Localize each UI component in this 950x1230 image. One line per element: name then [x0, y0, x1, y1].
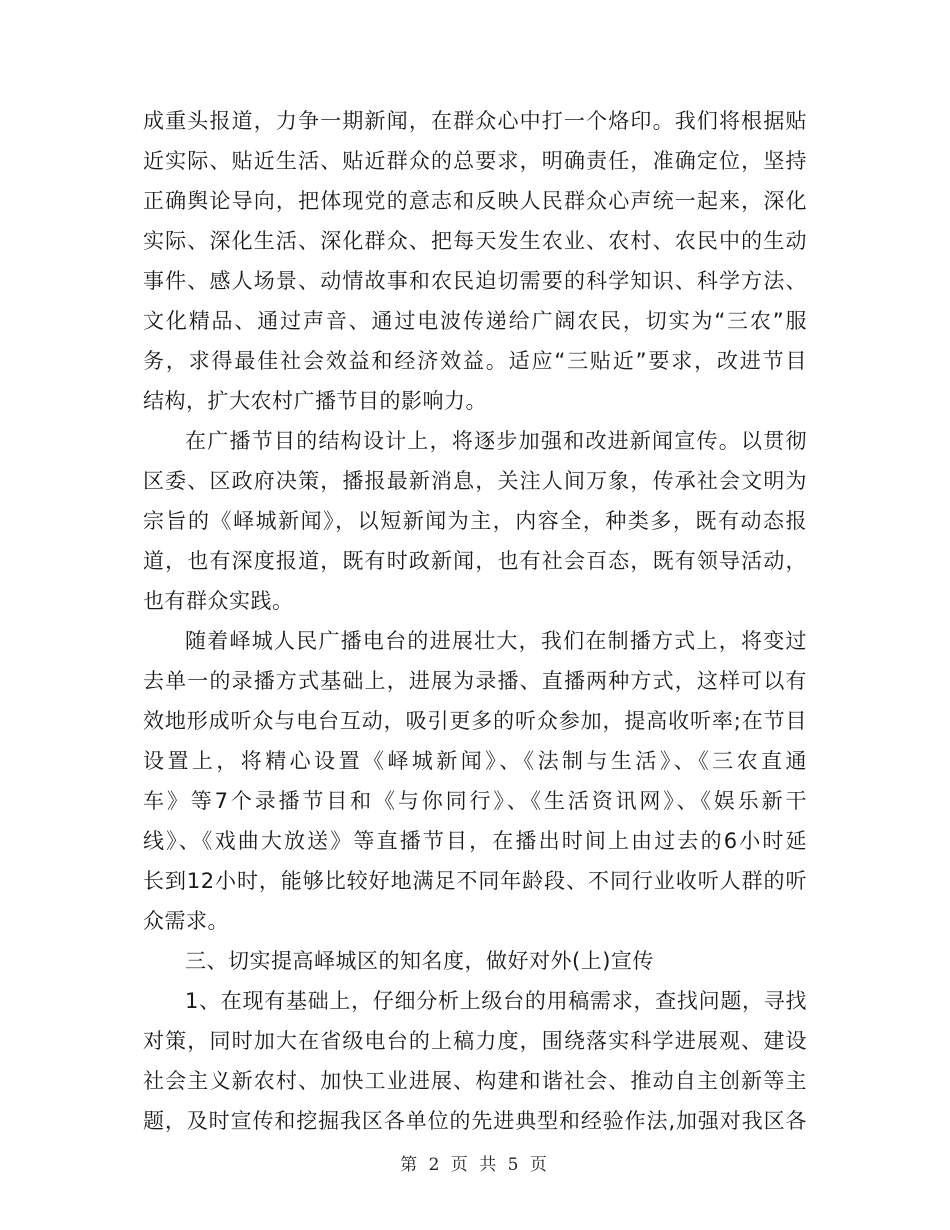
page-number-footer: 第 2 页 共 5 页: [400, 1155, 550, 1175]
text-line: 题，及时宣传和挖掘我区各单位的先进典型和经验作法,加强对我区各: [143, 1109, 807, 1133]
text-line: 文化精品、通过声音、通过电波传递给广阔农民，切实为“三农”服: [143, 309, 807, 333]
text-line: 长到12小时，能够比较好地满足不同年龄段、不同行业收听人群的听: [143, 869, 807, 893]
document-body: [143, 101, 807, 1141]
text-line: 社会主义新农村、加快工业进展、构建和谐社会、推动自主创新等主: [143, 1069, 807, 1093]
text-line: 正确舆论导向，把体现党的意志和反映人民群众心声统一起来，深化: [143, 189, 807, 213]
text-line: 道，也有深度报道，既有时政新闻，也有社会百态，既有领导活动，: [143, 549, 807, 573]
paragraph-start-line: 随着峄城人民广播电台的进展壮大，我们在制播方式上，将变过: [185, 629, 807, 653]
text-line: 去单一的录播方式基础上，进展为录播、直播两种方式，这样可以有: [143, 669, 807, 693]
text-line: 对策，同时加大在省级电台的上稿力度，围绕落实科学进展观、建设: [143, 1029, 807, 1053]
text-line: 务，求得最佳社会效益和经济效益。适应“三贴近”要求，改进节目: [143, 349, 807, 373]
text-line: 成重头报道，力争一期新闻，在群众心中打一个烙印。我们将根据贴: [143, 109, 807, 133]
text-line: 事件、感人场景、动情故事和农民迫切需要的科学知识、科学方法、: [143, 269, 807, 293]
text-line: 区委、区政府决策，播报最新消息，关注人间万象，传承社会文明为: [143, 469, 807, 493]
section-heading: 三、切实提高峄城区的知名度，做好对外(上)宣传: [185, 949, 654, 973]
text-line: 众需求。: [143, 909, 229, 933]
text-line: 近实际、贴近生活、贴近群众的总要求，明确责任，准确定位，坚持: [143, 149, 807, 173]
text-line: 车》等7个录播节目和《与你同行》、《生活资讯网》、《娱乐新干: [143, 789, 807, 813]
text-line: 线》、《戏曲大放送》等直播节目，在播出时间上由过去的6小时延: [143, 829, 807, 853]
text-line: 实际、深化生活、深化群众、把每天发生农业、农村、农民中的生动: [143, 229, 807, 253]
text-line: 宗旨的《峄城新闻》，以短新闻为主，内容全，种类多，既有动态报: [143, 509, 807, 533]
text-line: 设置上，将精心设置《峄城新闻》、《法制与生活》、《三农直通: [143, 749, 807, 773]
text-line: 效地形成听众与电台互动，吸引更多的听众参加，提高收听率;在节目: [143, 709, 807, 733]
text-line: 也有群众实践。: [143, 589, 294, 613]
text-line: 结构，扩大农村广播节目的影响力。: [143, 389, 487, 413]
paragraph-start-line: 1、在现有基础上，仔细分析上级台的用稿需求，查找问题，寻找: [185, 989, 807, 1013]
paragraph-start-line: 在广播节目的结构设计上，将逐步加强和改进新闻宣传。以贯彻: [185, 429, 807, 453]
